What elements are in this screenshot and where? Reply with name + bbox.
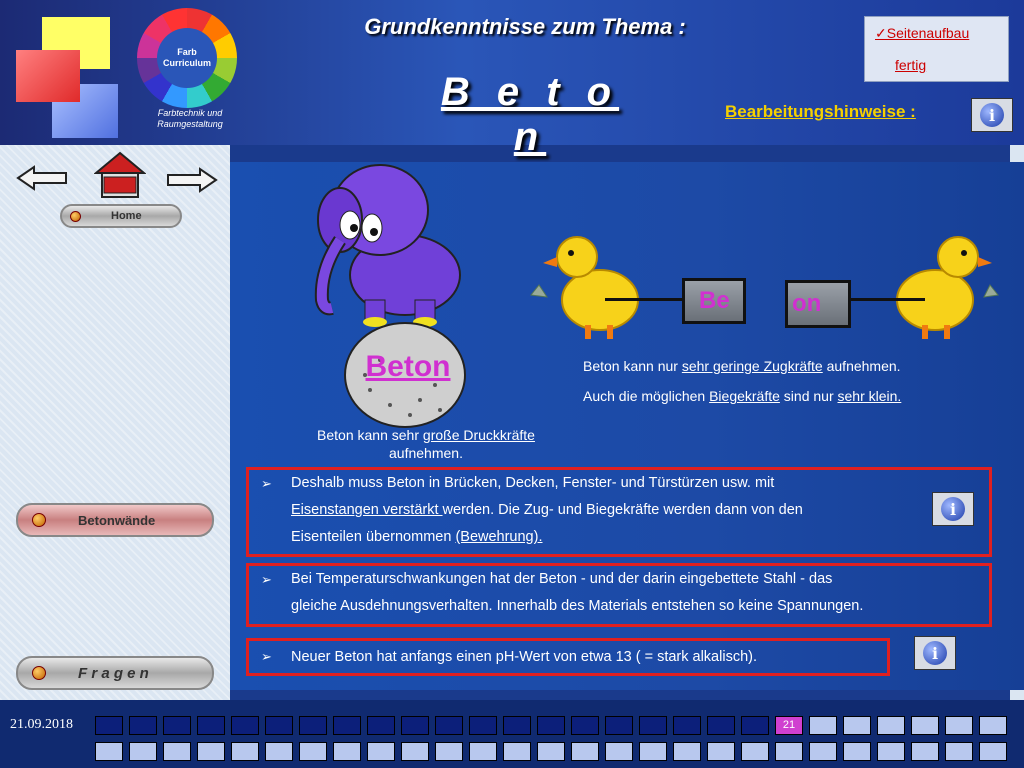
druck-pre: Beton kann sehr — [317, 427, 423, 443]
zug-link[interactable]: sehr geringe Zugkräfte — [681, 358, 823, 374]
page-nav-cell[interactable] — [911, 716, 939, 735]
callout-ph-wert — [246, 638, 890, 676]
c1-line3: Eisenteilen übernommen — [291, 529, 456, 545]
page-nav-cell[interactable] — [673, 716, 701, 735]
info-icon: i — [980, 103, 1004, 127]
board-left-text: Be — [699, 287, 730, 314]
page-nav-cell[interactable] — [537, 742, 565, 761]
duck-left-illustration — [525, 225, 645, 345]
duck-right-illustration — [880, 225, 1010, 345]
callout-temperatur — [246, 563, 992, 627]
page-nav-cell[interactable] — [401, 716, 429, 735]
page-nav-cell[interactable] — [775, 742, 803, 761]
callout-row — [249, 641, 887, 673]
page-nav-cell[interactable] — [163, 742, 191, 761]
status-link-fertig[interactable]: fertig — [895, 57, 927, 73]
page-nav-cell[interactable] — [401, 742, 429, 761]
page-nav-cell[interactable] — [877, 742, 905, 761]
page-nav-cell[interactable] — [265, 742, 293, 761]
back-arrow-icon[interactable] — [16, 165, 68, 191]
page-nav-cell[interactable] — [741, 742, 769, 761]
page-nav-cell[interactable] — [945, 742, 973, 761]
deco-square-red — [16, 50, 80, 102]
page-nav-cell[interactable] — [197, 742, 225, 761]
zug-post: aufnehmen. — [822, 358, 901, 374]
page-nav-cell[interactable] — [333, 716, 361, 735]
page-nav-cell[interactable] — [979, 742, 1007, 761]
color-wheel-logo — [137, 8, 237, 108]
page-nav-cell[interactable] — [809, 716, 837, 735]
betonwaende-button-label: Betonwände — [78, 512, 156, 528]
page-nav-cell[interactable] — [265, 716, 293, 735]
page-nav-cell[interactable] — [469, 742, 497, 761]
caption-biegekraefte — [583, 388, 901, 404]
callout-row — [249, 566, 989, 593]
biege-link2[interactable]: sehr klein. — [837, 388, 902, 404]
bullet-arrow-icon: ➢ — [261, 649, 272, 664]
button-dot-icon — [32, 666, 46, 680]
zug-pre: Beton kann nur — [583, 358, 682, 374]
biege-pre: Auch die möglichen — [583, 388, 710, 404]
page-nav-cell[interactable] — [163, 716, 191, 735]
stone-label: Beton — [365, 350, 451, 383]
callout-row — [249, 470, 989, 497]
page-nav-cell[interactable] — [503, 716, 531, 735]
home-button-label: Home — [111, 210, 142, 222]
page-nav-cell[interactable] — [95, 716, 123, 735]
c2-line1: Bei Temperaturschwankungen hat der Beton - und der darin eingebettete Stahl - das — [291, 571, 833, 587]
beton-board-right — [785, 280, 851, 328]
fragen-button[interactable] — [16, 656, 214, 690]
caption-zugkraefte — [583, 358, 901, 374]
caption-druckkraefte — [286, 426, 566, 462]
page-nav-cell[interactable] — [911, 742, 939, 761]
footer-bar — [0, 700, 1024, 768]
rope-right — [845, 298, 925, 301]
page-nav-cell[interactable] — [877, 716, 905, 735]
page-nav-cell[interactable] — [707, 742, 735, 761]
page-nav-cell[interactable] — [129, 742, 157, 761]
page-nav-cell[interactable] — [571, 716, 599, 735]
page-nav-cell[interactable] — [945, 716, 973, 735]
page-nav-cell-current[interactable]: 21 — [775, 716, 803, 735]
header-bar — [0, 0, 1024, 159]
page-nav-cell[interactable] — [503, 742, 531, 761]
bullet-arrow-icon: ➢ — [261, 476, 272, 491]
page-nav-cell[interactable] — [605, 716, 633, 735]
page-nav-cell[interactable] — [809, 742, 837, 761]
elephant-illustration — [310, 160, 490, 330]
page-nav-cell[interactable] — [469, 716, 497, 735]
c2-line2: gleiche Ausdehnungsverhalten. Innerhalb des Materials entstehen so keine Spannungen. — [291, 598, 864, 614]
info-button-ph[interactable] — [914, 636, 956, 670]
page-nav-cell[interactable] — [571, 742, 599, 761]
biege-mid: sind nur — [779, 388, 838, 404]
info-icon: i — [923, 641, 947, 665]
druck-link[interactable]: große Druckkräfte — [422, 427, 535, 443]
rope-left — [605, 298, 685, 301]
page-nav-cell[interactable] — [435, 742, 463, 761]
c3-line1: Neuer Beton hat anfangs einen pH-Wert von etwa 13 ( = stark alkalisch). — [291, 649, 757, 665]
page-nav-cell[interactable] — [639, 742, 667, 761]
c1-link-bewehrung[interactable]: (Bewehrung). — [455, 529, 543, 545]
page-nav-cell[interactable] — [435, 716, 463, 735]
info-button-bewehrung[interactable] — [932, 492, 974, 526]
page-nav-cell[interactable] — [741, 716, 769, 735]
page-nav-cell[interactable] — [843, 716, 871, 735]
callout-row — [249, 524, 989, 551]
betonwaende-button[interactable] — [16, 503, 214, 537]
page-nav-cell[interactable] — [843, 742, 871, 761]
button-dot-icon — [70, 211, 81, 222]
callout-row — [249, 497, 989, 524]
page-nav-cell[interactable] — [231, 742, 259, 761]
status-link-seitenaufbau[interactable]: ✓Seitenaufbau — [875, 25, 970, 41]
info-button-header[interactable] — [971, 98, 1013, 132]
page-title: Grundkenntnisse zum Thema : — [364, 14, 686, 39]
page-nav-cell[interactable] — [129, 716, 157, 735]
logo-caption: Farbtechnik und Raumgestaltung — [157, 108, 223, 129]
page-nav-cell[interactable] — [673, 742, 701, 761]
c1-line1: Deshalb muss Beton in Brücken, Decken, Fenster- und Türstürzen usw. mit — [291, 475, 775, 491]
button-dot-icon — [32, 513, 46, 527]
callout-row — [249, 593, 989, 620]
page-nav-cell[interactable] — [367, 742, 395, 761]
bullet-arrow-icon: ➢ — [261, 572, 272, 587]
page-nav-cell[interactable] — [231, 716, 259, 735]
page-nav-cell[interactable] — [367, 716, 395, 735]
page-nav-cell[interactable] — [707, 716, 735, 735]
callout-bewehrung — [246, 467, 992, 557]
page-nav-cell[interactable] — [639, 716, 667, 735]
home-button[interactable] — [60, 204, 182, 228]
forward-arrow-icon[interactable] — [166, 167, 218, 193]
page-subtitle: B e t o n — [440, 70, 620, 159]
logo-name: Farb Curriculum — [157, 28, 217, 88]
hints-label[interactable]: Bearbeitungshinweise : — [725, 102, 916, 121]
page-nav-cell[interactable] — [979, 716, 1007, 735]
footer-date: 21.09.2018 — [10, 717, 73, 732]
page-nav-cell[interactable] — [333, 742, 361, 761]
sidebar — [0, 145, 230, 700]
c1-link-eisenstangen[interactable]: Eisenstangen verstärkt — [291, 502, 443, 518]
biege-link[interactable]: Biegekräfte — [709, 388, 780, 404]
page-nav-cell[interactable] — [95, 742, 123, 761]
board-right-text: on — [792, 290, 822, 317]
druck-post: aufnehmen. — [389, 445, 463, 461]
status-box — [864, 16, 1009, 82]
c1-line2: werden. Die Zug- und Biegekräfte werden dann von den — [442, 502, 803, 518]
info-icon: i — [941, 497, 965, 521]
fragen-button-label: F r a g e n — [78, 664, 149, 682]
page-nav-cell[interactable] — [299, 742, 327, 761]
beton-board-left — [682, 278, 746, 324]
page-nav-cell[interactable] — [299, 716, 327, 735]
page-nav-cell[interactable] — [537, 716, 565, 735]
home-icon[interactable] — [94, 151, 146, 199]
page-nav-cell[interactable] — [197, 716, 225, 735]
page-nav-cell[interactable] — [605, 742, 633, 761]
